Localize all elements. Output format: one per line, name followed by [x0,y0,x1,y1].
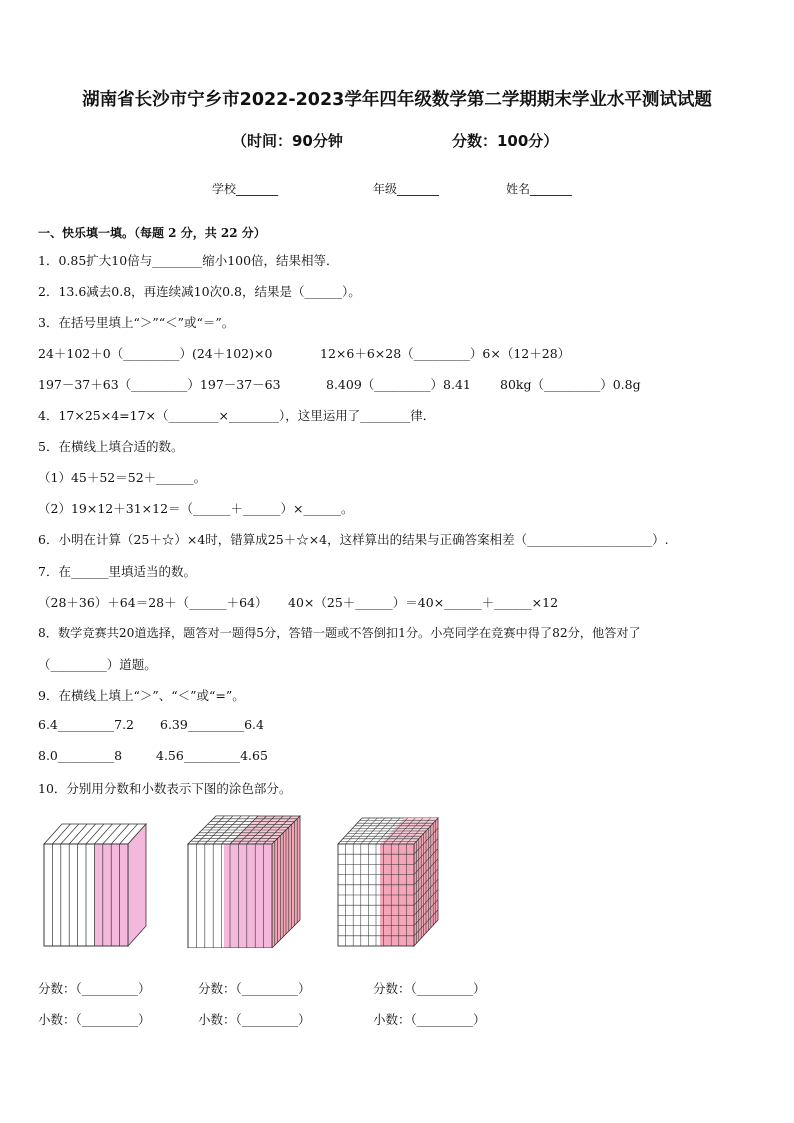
cube-3-decimal-answer[interactable]: 小数：（_________） [373,1012,486,1027]
question-9-a: 6.4_________7.2 [38,717,135,732]
cube-figure-2 [182,808,306,948]
school-field[interactable]: 学校_______ [212,182,279,196]
page-title: 湖南省长沙市宁乡市2022-2023学年四年级数学第二学期期末学业水平测试试题 [82,90,712,110]
question-5-part-2: （2）19×12＋31×12＝（______＋______）×______。 [38,501,354,516]
question-1: 1．0.85扩大10倍与________缩小100倍，结果相等． [38,253,339,268]
name-field[interactable]: 姓名_______ [506,182,573,196]
cube-2-decimal-answer[interactable]: 小数：（_________） [198,1012,311,1027]
question-3-row2-a: 197－37＋63（_________）197－37－63 [38,377,281,392]
question-6: 6．小明在计算（25＋☆）×4时，错算成25＋☆×4，这样算出的结果与正确答案相差（____________________）. [38,532,669,547]
question-3-row1-a: 24＋102＋0（_________）(24＋102)×0 [38,346,273,361]
cube-1-fraction-answer[interactable]: 分数：（_________） [38,981,151,996]
question-7-a: （28＋36）＋64＝28＋（______＋64） [38,595,268,610]
question-7: 7．在______里填适当的数。 [38,564,196,579]
cube-2-fraction-answer[interactable]: 分数：（_________） [198,981,311,996]
question-7-b: 40×（25＋______）＝40×______＋______×12 [288,595,559,610]
question-10: 10．分别用分数和小数表示下图的涂色部分。 [38,781,292,796]
question-2: 2．13.6减去0.8，再连续减10次0.8，结果是（______）。 [38,284,361,299]
cube-figure-3 [332,808,444,948]
exam-score: 分数：100分） [452,132,559,150]
question-3-row2-b: 8.409（_________）8.41 [326,377,471,392]
question-3-row1-b: 12×6＋6×28（_________）6×（12＋28） [320,346,571,361]
question-4: 4．17×25×4=17×（________×________），这里运用了________律． [38,408,436,423]
question-3-row2-c: 80kg（_________）0.8g [500,377,641,392]
grade-field[interactable]: 年级_______ [373,182,440,196]
cube-3-fraction-answer[interactable]: 分数：（_________） [373,981,486,996]
exam-time: （时间：90分钟 [232,132,343,150]
question-9-b: 6.39_________6.4 [160,717,264,732]
question-5: 5．在横线上填合适的数。 [38,439,184,454]
section-heading: 一、快乐填一填。（每题 2 分，共 22 分） [38,226,266,240]
question-9-d: 4.56_________4.65 [156,748,268,763]
cube-1-decimal-answer[interactable]: 小数：（_________） [38,1012,151,1027]
question-8-line-1: 8．数学竞赛共20道选择，题答对一题得5分，答错一题或不答倒扣1分。小亮同学在竞赛中得了82分，他答对了 [38,626,641,640]
question-9-c: 8.0_________8 [38,748,123,763]
question-5-part-1: （1）45＋52＝52＋______。 [38,470,207,485]
question-9: 9．在横线上填上“＞”、“＜”或“=”。 [38,688,245,703]
question-3: 3．在括号里填上“＞”“＜”或“＝”。 [38,315,235,330]
cube-figure-1 [38,808,150,948]
question-8-line-2: （_________）道题。 [38,657,157,672]
